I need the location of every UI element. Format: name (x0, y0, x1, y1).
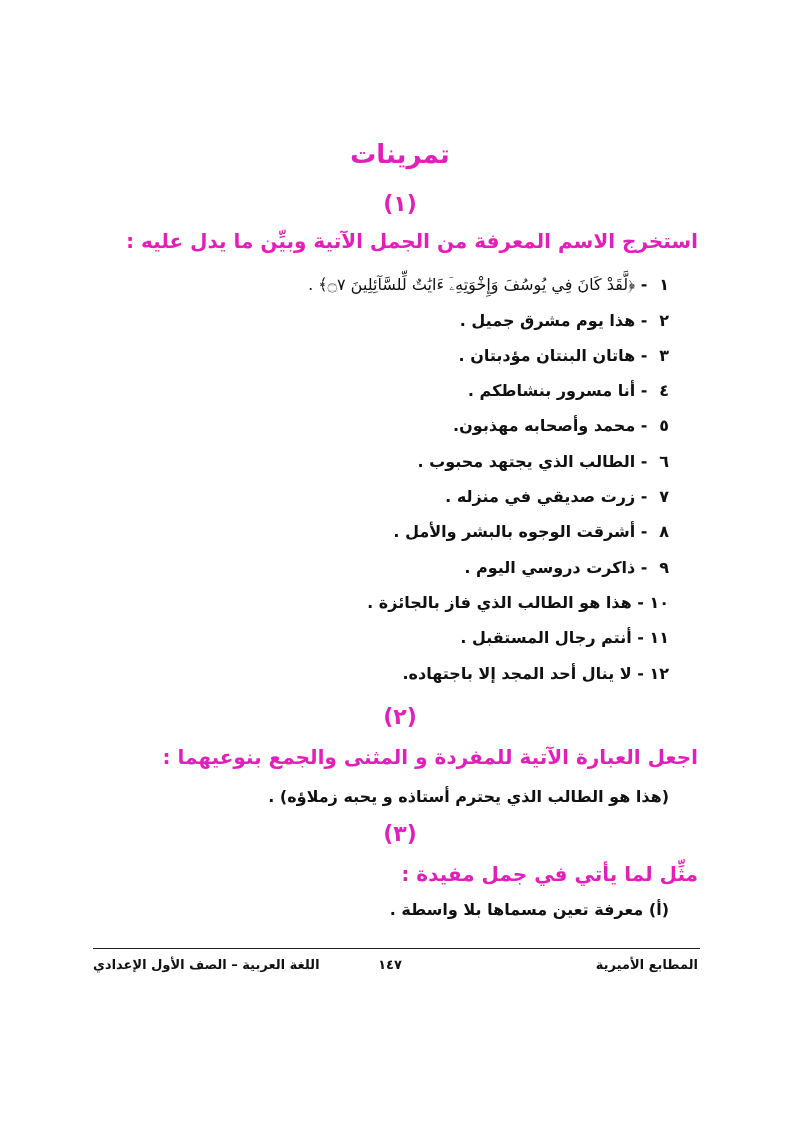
list-item: ٢ - هذا يوم مشرق جميل . (459, 311, 669, 330)
item-number: ٦ (659, 452, 669, 471)
item-text: زرت صديقي في منزله . (445, 487, 636, 506)
item-text: هذا هو الطالب الذي فاز بالجائزة . (367, 593, 632, 612)
footer-divider (93, 948, 700, 949)
item-number: ٩ (659, 558, 669, 577)
item-number: ٤ (659, 381, 669, 400)
list-item: ٨ - أشرقت الوجوه بالبشر والأمل . (393, 522, 669, 541)
item-text: أنتم رجال المستقبل . (460, 628, 632, 647)
page-title: تمرينات (350, 140, 450, 170)
item-text: محمد وأصحابه مهذبون. (453, 416, 636, 435)
list-item: ٤ - أنا مسرور بنشاطكم . (467, 381, 669, 400)
item-number: ١١ (649, 628, 669, 647)
item-text: هاتان البنتان مؤدبتان . (458, 346, 636, 365)
item-number: ١٢ (649, 664, 669, 683)
footer-book-title: اللغة العربية – الصف الأول الإعدادي (93, 958, 320, 973)
item-number: ٢ (659, 311, 669, 330)
item-number: ٨ (659, 522, 669, 541)
list-item: ١ - ﴿لَّقَدْ كَانَ فِي يُوسُفَ وَإِخْوَتِهِۦٓ ءَايَٰتٌ لِّلسَّآئِلِينَ ۝٧﴾ . (308, 275, 669, 294)
exercise-3-heading: مثِّل لما يأتي في جمل مفيدة : (401, 862, 698, 886)
item-number: ٧ (659, 487, 669, 506)
exercise-3-number: (٣) (383, 822, 417, 847)
item-text: لا ينال أحد المجد إلا باجتهاده. (402, 664, 632, 683)
item-text: أنا مسرور بنشاطكم . (467, 381, 636, 400)
list-item: ١١ - أنتم رجال المستقبل . (460, 628, 669, 647)
list-item: ٣ - هاتان البنتان مؤدبتان . (458, 346, 669, 365)
list-item: ٩ - ذاكرت دروسي اليوم . (464, 558, 669, 577)
item-text: أشرقت الوجوه بالبشر والأمل . (393, 522, 636, 541)
exercise-1-heading: استخرج الاسم المعرفة من الجمل الآتية وبيِّن ما يدل عليه : (126, 229, 698, 253)
exercise-1-number: (١) (383, 192, 417, 217)
item-text: الطالب الذي يجتهد محبوب . (417, 452, 636, 471)
list-item: ١٠ - هذا هو الطالب الذي فاز بالجائزة . (367, 593, 669, 612)
page-number: ١٤٧ (378, 958, 402, 973)
exercise-3-text: (أ) معرفة تعين مسماها بلا واسطة . (389, 900, 669, 919)
list-item: ٥ - محمد وأصحابه مهذبون. (453, 416, 669, 435)
list-item: ١٢ - لا ينال أحد المجد إلا باجتهاده. (402, 664, 669, 683)
item-number: ١٠ (649, 593, 669, 612)
exercise-2-number: (٢) (383, 705, 417, 730)
item-text: ذاكرت دروسي اليوم . (464, 558, 636, 577)
exercise-2-heading: اجعل العبارة الآتية للمفردة و المثنى والجمع بنوعيهما : (162, 745, 698, 769)
item-number: ٣ (659, 346, 669, 365)
item-text: هذا يوم مشرق جميل . (459, 311, 636, 330)
exercise-2-text: (هذا هو الطالب الذي يحترم أستاذه و يحبه زملاؤه) . (268, 787, 669, 806)
footer-publisher: المطابع الأميرية (595, 958, 698, 973)
item-number: ٥ (659, 416, 669, 435)
list-item: ٧ - زرت صديقي في منزله . (445, 487, 669, 506)
list-item: ٦ - الطالب الذي يجتهد محبوب . (417, 452, 669, 471)
item-text: ﴿لَّقَدْ كَانَ فِي يُوسُفَ وَإِخْوَتِهِۦٓ ءَايَٰتٌ لِّلسَّآئِلِينَ ۝٧﴾ . (308, 275, 636, 294)
item-number: ١ (659, 275, 669, 294)
